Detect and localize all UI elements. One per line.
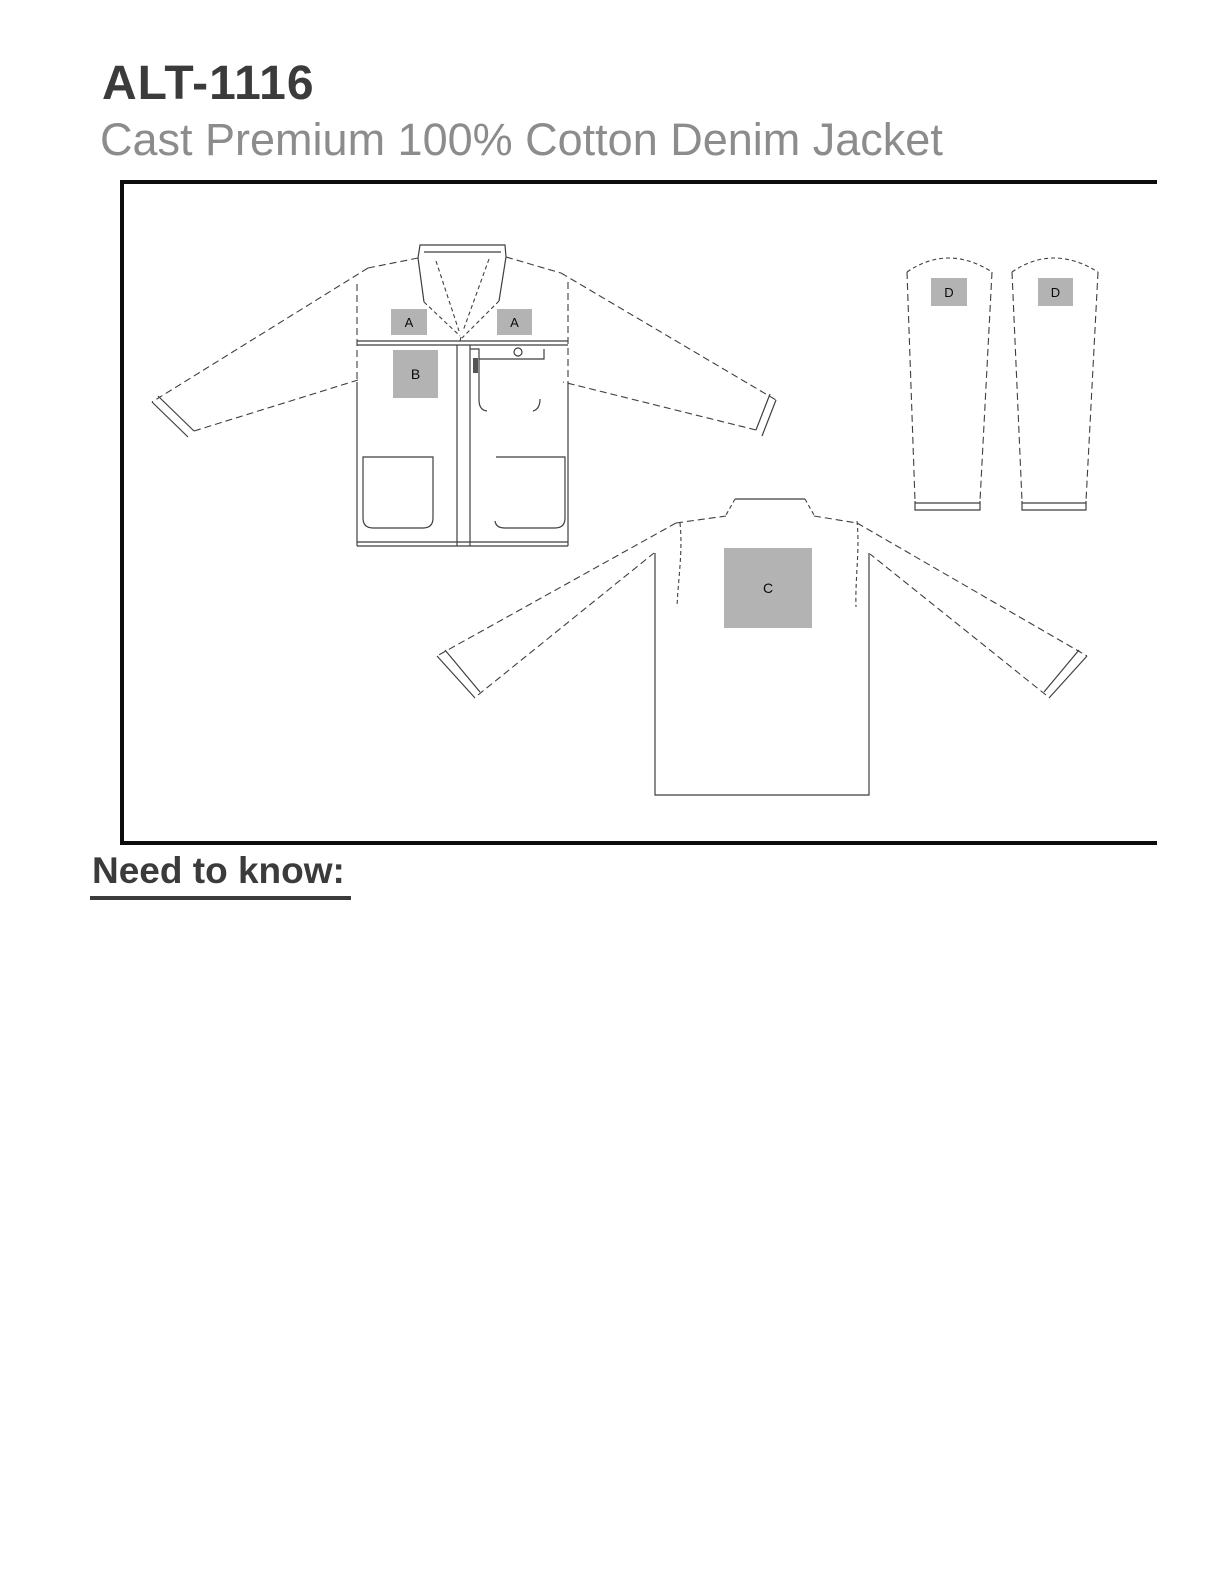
front-shoulder-left <box>368 258 418 268</box>
garment-line-drawing <box>124 184 1157 841</box>
sleeve-left-edge-left <box>907 272 915 501</box>
diagram-frame <box>120 180 1157 845</box>
back-right-sleeve-under <box>870 554 1046 695</box>
imprint-area-left-sleeve <box>931 278 967 306</box>
imprint-label-c: C <box>762 580 774 596</box>
front-neck-v-left <box>436 261 459 331</box>
back-shoulder-line <box>676 516 857 523</box>
page-title: ALT-1116 <box>102 57 315 110</box>
jacket-back-drawing <box>437 499 1087 795</box>
sleeve-right-arch <box>1012 258 1098 272</box>
sleeve-left-arch <box>907 258 992 272</box>
back-left-sleeve-top <box>437 523 676 656</box>
imprint-area-right-sleeve <box>1038 278 1073 306</box>
front-right-cuff-outer <box>762 400 776 436</box>
sleeve-right-edge-right <box>1086 272 1098 501</box>
imprint-label-d-left: D <box>944 284 954 300</box>
front-lapel-left <box>424 302 460 336</box>
front-right-cuff-inner <box>756 394 770 430</box>
sleeve-right-edge-left <box>1012 272 1022 501</box>
front-chest-button <box>514 348 522 356</box>
back-armhole-right <box>856 521 858 607</box>
imprint-label-d-right: D <box>1050 284 1061 300</box>
back-collar-sides <box>726 499 814 515</box>
imprint-label-a-right: A <box>510 314 519 330</box>
front-zipper-pull <box>473 358 478 373</box>
front-left-sleeve-under <box>194 380 358 431</box>
sleeve-left-cuff-band <box>915 501 980 510</box>
imprint-label-a-left: A <box>404 314 414 330</box>
front-zipper-placket <box>457 345 470 546</box>
imprint-area-front-left-chest-lower <box>393 350 438 398</box>
front-right-sleeve-under <box>563 382 756 430</box>
front-neck-v-right <box>463 259 489 331</box>
front-left-sleeve-top <box>152 268 368 402</box>
need-to-know-heading: Need to know: <box>90 850 351 900</box>
imprint-area-front-right-chest <box>497 309 532 335</box>
imprint-area-front-left-chest <box>391 309 427 335</box>
front-collar-left-edge <box>418 258 424 302</box>
back-left-sleeve-under <box>478 553 654 695</box>
front-hem <box>357 542 568 546</box>
front-chest-pocket-left <box>479 359 487 411</box>
back-armhole-left <box>677 523 681 607</box>
imprint-area-back-center <box>724 548 812 628</box>
sleeve-left-edge-right <box>980 272 992 501</box>
product-subtitle: Cast Premium 100% Cotton Denim Jacket <box>100 114 943 165</box>
sleeve-right-cuff-band <box>1022 501 1086 510</box>
front-chest-pocket-flap <box>470 349 544 359</box>
front-pocket-right <box>495 457 565 528</box>
imprint-label-b: B <box>410 366 421 382</box>
front-pocket-left <box>363 457 433 528</box>
front-right-sleeve-top <box>561 273 776 400</box>
front-shoulder-right <box>506 257 561 273</box>
front-collar-right-edge <box>499 257 506 301</box>
jacket-front-drawing <box>152 245 776 546</box>
front-chest-seam <box>357 341 568 345</box>
front-chest-pocket-right-curl <box>533 399 540 411</box>
